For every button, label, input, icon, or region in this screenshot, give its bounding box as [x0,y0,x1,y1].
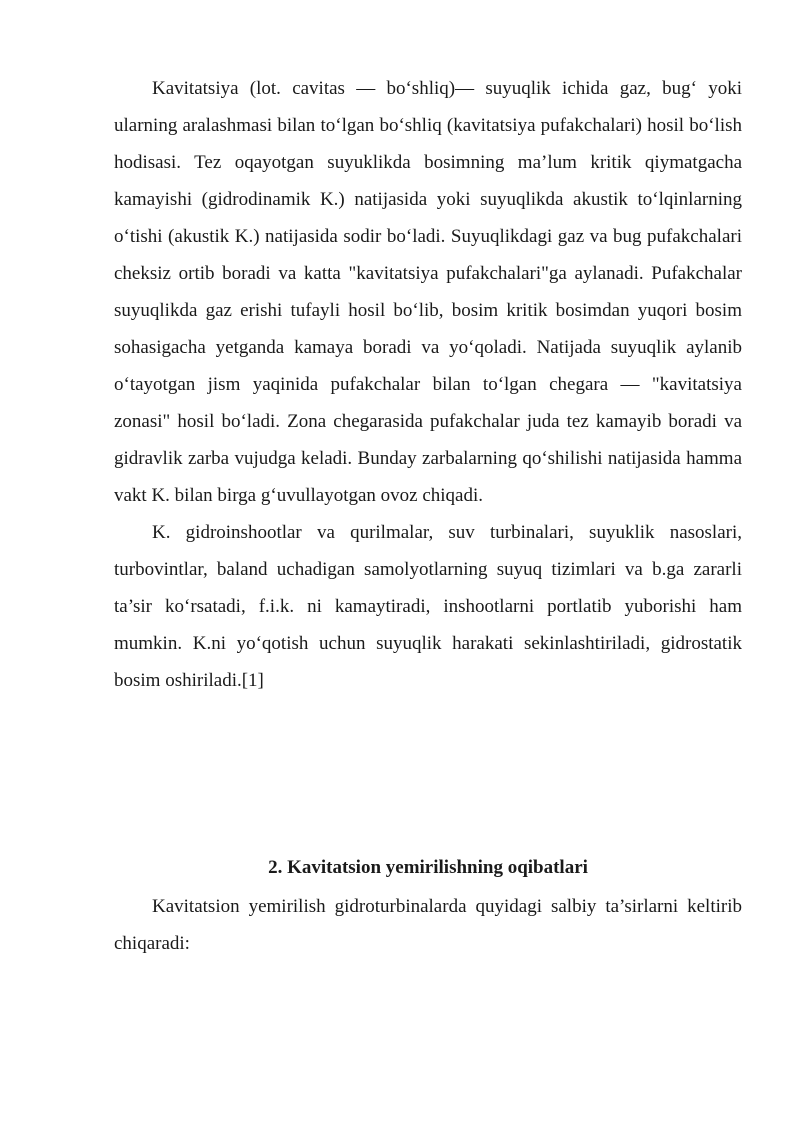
paragraph-kavitatsiya-effects: K. gidroinshootlar va qurilmalar, suv turbinalari, suyuklik nasoslari, turbovintlar, baland uchadigan samolyotlarning suyuq tizimlari va b.ga zararli ta’sir ko‘rsatadi, f.i.k. ni kamaytiradi, inshootlarni portlatib yuborishi ham mumkin. K.ni yo‘qotish uchun suyuqlik harakati sekinlashtiriladi, gidrostatik bosim oshiriladi.[1] [114,522,742,691]
body-text-section-2 [114,888,742,962]
paragraph-kavitatsion-yemirilish-intro: Kavitatsion yemirilish gidroturbinalarda quyidagi salbiy ta’sirlarni keltirib chiqaradi: [114,896,742,954]
section-heading: 2. Kavitatsion yemirilishning oqibatlari [268,857,588,878]
paragraph-kavitatsiya-definition: Kavitatsiya (lot. cavitas — bo‘shliq)— suyuqlik ichida gaz, bug‘ yoki ularning aralashmasi bilan to‘lgan bo‘shliq (kavitatsiya pufakchalari) hosil bo‘lish hodisasi. Tez oqayotgan suyuklikda bosimning ma’lum kritik qiymatgacha kamayishi (gidrodinamik K.) natijasida yoki suyuqlikda akustik to‘lqinlarning o‘tishi (akustik K.) natijasida sodir bo‘ladi. Suyuqlikdagi gaz va bug pufakchalari cheksiz ortib boradi va katta "kavitatsiya pufakchalari"ga aylanadi. Pufakchalar suyuqlikda gaz erishi tufayli hosil bo‘lib, bosim kritik bosimdan yuqori bosim sohasigacha yetganda kamaya boradi va yo‘qoladi. Natijada suyuqlik aylanib o‘tayotgan jism yaqinida pufakchalar bilan to‘lgan chegara — "kavitatsiya zonasi" hosil bo‘ladi. Zona chegarasida pufakchalar juda tez kamayib boradi va gidravlik zarba vujudga keladi. Bunday zarbalarning qo‘shilishi natijasida hamma vakt K. bilan birga g‘uvullayotgan ovoz chiqadi. [114,78,742,506]
body-text-section-1 [114,70,742,699]
